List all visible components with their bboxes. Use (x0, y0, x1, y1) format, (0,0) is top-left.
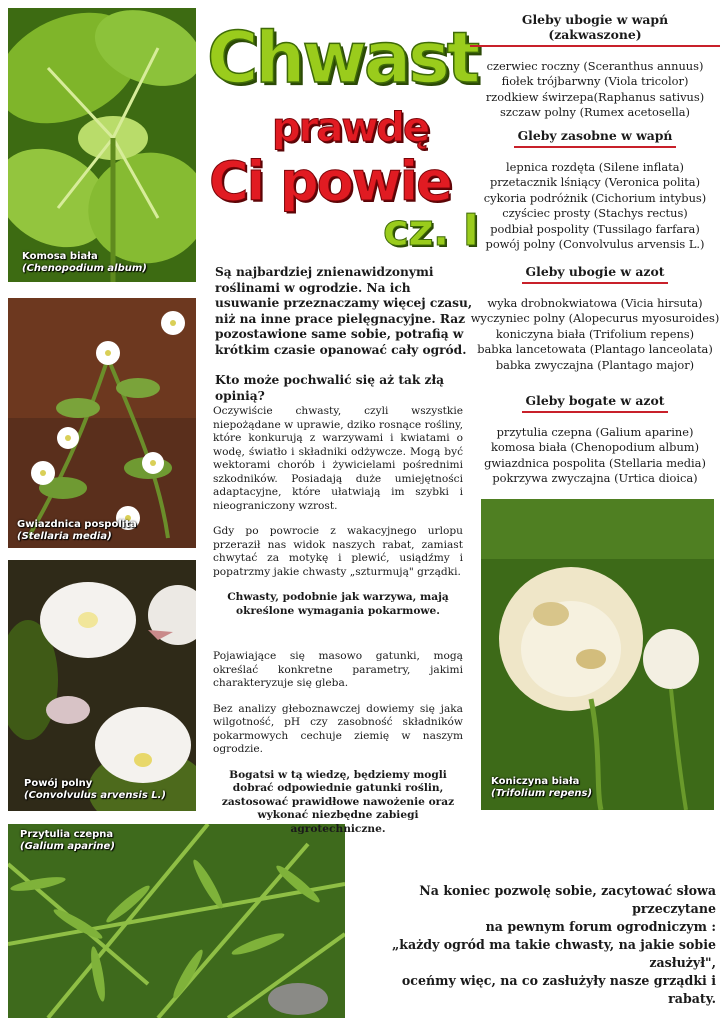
body-paragraph: Oczywiście chwasty, czyli wszystkie niepożądane w uprawie, dziko rosnące rośliny, które konkurują z warzywami i kwiatami o wodę, światło i składniki odżywcze. Mogą być wektorami chorób i żywicielami pośrednimi szkodników. Posiadają duże umiejętności adaptacyjne, które ułatwiają im szybki i nieograniczony wzrost. (213, 405, 463, 512)
caption-name: Gwiazdnica pospolita (17, 519, 137, 530)
section-soil-high-nitrogen (470, 390, 720, 487)
body-text-2 (213, 650, 463, 848)
list-item: wyczyniec polny (Alopecurus myosuroides) (470, 311, 720, 326)
list-item: babka lancetowata (Plantago lanceolata) (477, 342, 713, 357)
body-paragraph: Pojawiające się masowo gatunki, mogą określać konkretne parametry, jakimi charakteryzuje się gleba. (213, 650, 463, 689)
caption-latin: (Stellaria media) (17, 531, 112, 542)
body-paragraph: Gdy po powrocie z wakacyjnego urlopu przeraził nas widok naszych rabat, zamiast chwytać za motykę i plewić, usiądźmy i popatrzmy jakie chwasty „szturmują" grządki. (213, 525, 463, 578)
body-highlight: Chwasty, podobnie jak warzywa, mają określone wymagania pokarmowe. (227, 591, 449, 617)
section-soil-acid (470, 12, 720, 121)
species-list (470, 425, 720, 487)
list-item: fiołek trójbarwny (Viola tricolor) (501, 74, 689, 89)
closing-line: na pewnym forum ogrodniczym : (485, 919, 716, 934)
list-item: gwiazdnica pospolita (Stellaria media) (484, 455, 706, 470)
caption-latin: (Convolvulus arvensis L.) (24, 790, 166, 801)
list-item: podbiał pospolity (Tussilago farfara) (490, 221, 700, 236)
title-part: cz. I (383, 205, 479, 256)
title-line-1: Chwast (207, 17, 478, 99)
photo-powoj-polny (8, 560, 196, 811)
lead-paragraph: Są najbardziej znienawidzonymi roślinami w ogrodzie. Na ich usuwanie przeznaczamy więcej czasu, niż na inne prace pielęgnacyjne. Raz pozostawione same sobie, potrafią w krótkim czasie opanować cały ogród. (215, 265, 473, 357)
list-item: pokrzywa zwyczajna (Urtica dioica) (492, 471, 698, 486)
caption-latin: (Trifolium repens) (491, 788, 593, 799)
list-item: wyka drobnokwiatowa (Vicia hirsuta) (487, 296, 703, 310)
section-soil-calcium (470, 125, 720, 252)
section-heading: Gleby ubogie w wapń (zakwaszone) (470, 12, 720, 47)
title-line-3: Ci powie (209, 150, 451, 213)
photo-gwiazdnica (8, 298, 196, 548)
species-list (470, 59, 720, 121)
list-item: komosa biała (Chenopodium album) (490, 440, 700, 455)
lead-question: Kto może pochwalić się aż tak złą opinią? (215, 373, 445, 403)
lead-text (215, 265, 477, 419)
closing-line: oceńmy więc, na co zasłużyły nasze grządki i rabaty. (401, 973, 716, 1006)
photo-caption (17, 519, 137, 543)
section-heading: Gleby bogate w azot (522, 393, 669, 413)
photo-caption (20, 829, 115, 853)
photo-caption (22, 251, 147, 275)
caption-name: Powój polny (24, 778, 93, 789)
list-item: babka zwyczajna (Plantago major) (495, 357, 695, 372)
photo-komosa-biala (8, 8, 196, 282)
list-item: powój polny (Convolvulus arvensis L.) (485, 237, 705, 252)
body-highlight: Bogatsi w tą wiedzę, będziemy mogli dobrać odpowiednie gatunki roślin, zastosować prawidłowe nawożenie oraz wykonać niezbędne zabiegi agrotechniczne. (221, 768, 455, 835)
list-item: czyściec prosty (Stachys rectus) (502, 206, 688, 221)
list-item: przytulia czepna (Galium aparine) (496, 425, 694, 439)
section-soil-low-nitrogen (470, 261, 720, 373)
body-text (213, 405, 463, 630)
list-item: cykoria podróżnik (Cichorium intybus) (483, 190, 707, 205)
title-line-2: prawdę (272, 105, 429, 151)
closing-line: Na koniec pozwolę sobie, zacytować słowa przeczytane (419, 883, 716, 916)
list-item: koniczyna biała (Trifolium repens) (495, 326, 695, 341)
list-item: lepnica rozdęta (Silene inflata) (506, 160, 684, 174)
species-list (470, 296, 720, 373)
list-item: szczaw polny (Rumex acetosella) (500, 105, 690, 120)
list-item: czerwiec roczny (Sceranthus annuus) (486, 59, 704, 73)
caption-name: Koniczyna biała (491, 776, 580, 787)
photo-caption (24, 778, 166, 802)
closing-line: „każdy ogród ma takie chwasty, na jakie sobie zasłużył", (391, 937, 716, 970)
body-paragraph: Bez analizy głeboznawczej dowiemy się jaka wilgotność, pH czy zasobność składników pokarmowych cechuje ziemię w naszym ogrodzie. (213, 702, 463, 755)
photo-przytulia-czepna (8, 824, 345, 1018)
section-heading: Gleby ubogie w azot (522, 264, 669, 284)
list-item: przetacznik lśniący (Veronica polita) (489, 175, 701, 190)
photo-koniczyna-biala (481, 499, 714, 810)
species-list (470, 160, 720, 252)
section-heading: Gleby zasobne w wapń (514, 128, 677, 148)
photo-caption (491, 776, 592, 800)
list-item: rzodkiew świrzepa(Raphanus sativus) (485, 89, 705, 104)
caption-name: Przytulia czepna (20, 829, 114, 840)
caption-latin: (Galium aparine) (20, 841, 115, 852)
caption-latin: (Chenopodium album) (22, 263, 147, 274)
caption-name: Komosa biała (22, 251, 98, 262)
closing-quote (352, 882, 716, 1008)
